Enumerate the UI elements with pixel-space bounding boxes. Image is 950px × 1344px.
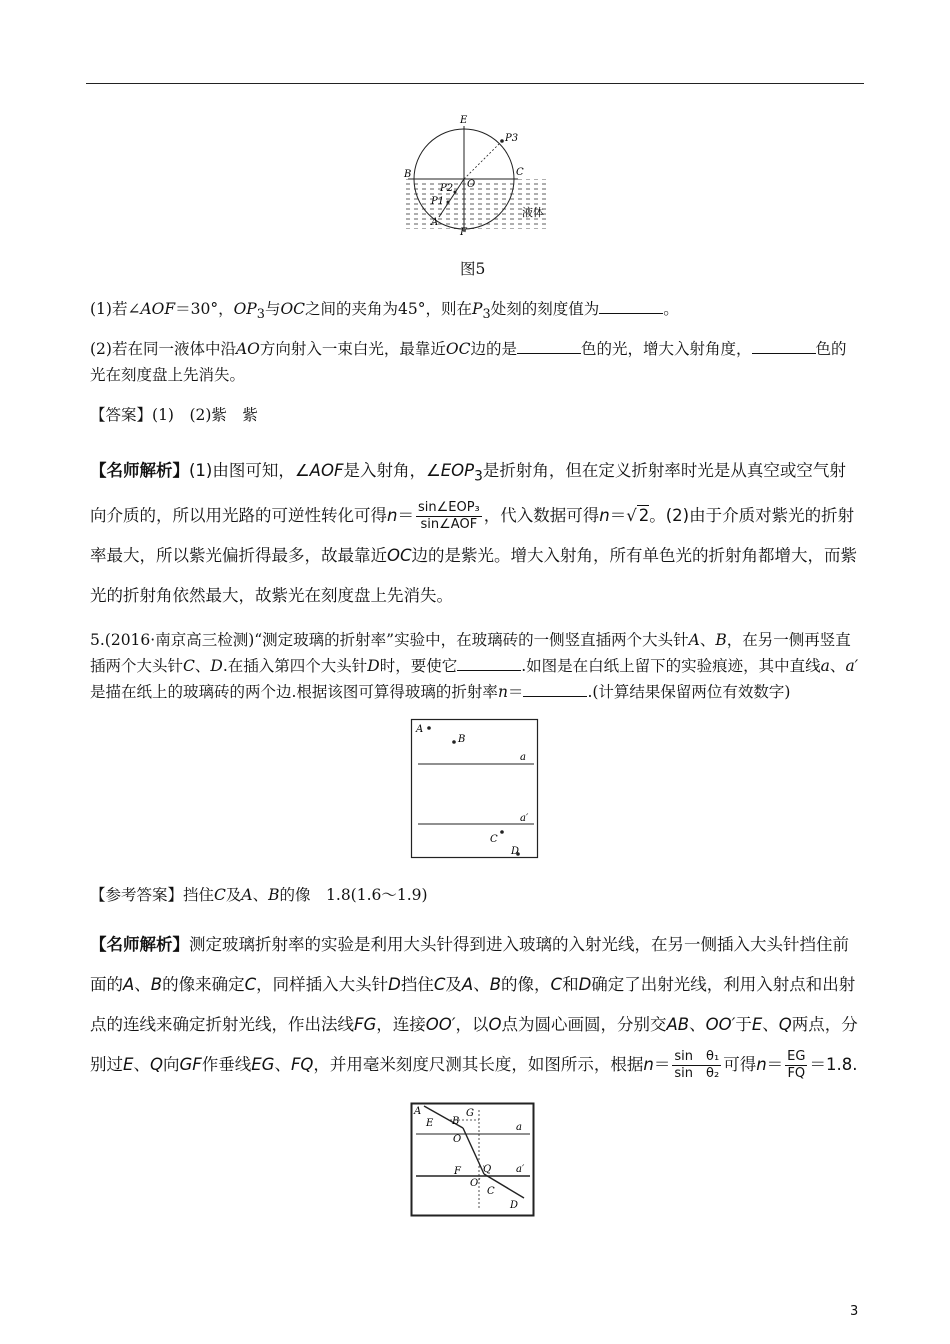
label-E: E (426, 1118, 434, 1129)
label-O: O (453, 1134, 462, 1145)
answer-blank (599, 299, 663, 314)
fraction: $\frac{\text{sin∠EOP₃}}{\text{sin∠AOF}}$ (417, 500, 480, 533)
label-a-prime: a′ (516, 1164, 525, 1175)
question-5: 5.(2016·南京高三检测)“测定玻璃的折射率”实验中，在玻璃砖的一侧竖直插两个大头针A、B，在另一侧再竖直插两个大头针C、D.在插入第四个大头针D时，要使它 .如图是在白纸上留下的实验痕迹，其中直线a、a′是描在纸上的玻璃砖的两个边.根据该图可算得玻璃的折射率n＝ .(计算结果保留两位有效数字) (90, 631, 859, 701)
figure-5 (398, 112, 558, 237)
ray-refracted (463, 1128, 484, 1174)
label-D: D (511, 846, 520, 857)
label-a-prime: a′ (520, 813, 529, 824)
label-B: B (452, 1116, 460, 1127)
label-a: a (516, 1122, 522, 1133)
figure-construction (410, 1102, 536, 1218)
fraction: $\frac{EG}{FQ}$ (787, 1049, 806, 1081)
answer-1: 【答案】(1) (2)紫 紫 (90, 406, 258, 424)
label-O: O (467, 179, 476, 190)
label-B: B (458, 734, 466, 745)
explanation-1: 【名师解析】(1)由图可知，∠AOF是入射角，$\angle EOP_3$是折射角，但在定义折射率时光是从真空或空气射向介质的，所以用光路的可逆性转化可得n＝ $\frac{\text{sin∠EOP₃}}{\text{sin∠AOF}}$ ，代入数据可得n＝√ 2。(2)由于介质对紫光的折射率最大，所以紫光偏折得最多，故最靠近OC边的是紫光。增大入射角，所有单色光的折射角都增大，而紫光的折射角依然最大，故紫光在刻度盘上先消失。 (90, 461, 858, 606)
answer-5: 【参考答案】挡住C及A、B的像 1.8(1.6～1.9) (90, 886, 428, 904)
answer-blank (523, 682, 587, 697)
label-liquid: 液体 (522, 206, 544, 219)
label-B: B (404, 169, 412, 180)
label-C: C (487, 1186, 495, 1197)
label-C: C (490, 834, 498, 845)
fraction: $\frac{\text{sin θ₁}}{\text{sin θ₂}}$ (674, 1049, 720, 1081)
label-P3: P3 (505, 133, 519, 144)
label-a: a (520, 752, 526, 763)
explanation-5: 【名师解析】测定玻璃折射率的实验是利用大头针得到进入玻璃的入射光线，在另一侧插入大头针挡住前面的A、B的像来确定C，同样插入大头针D挡住C及A、B的像，C和D确定了出射光线，利用入射点和出射点的连线来确定折射光线，作出法线FG，连接OO′，以O点为圆心画圆，分别交AB、OO′于E、Q两点，分别过E、Q向GF作垂线EG、FQ，并用毫米刻度尺测其长度，如图所示，根据n＝ $\frac{\text{sin θ₁}}{\text{sin θ₂}}$ 可得n＝ $\frac{EG}{FQ}$ ＝1.8. (90, 935, 858, 1081)
label-Q: Q (483, 1164, 492, 1175)
figure-glass-traces (410, 718, 540, 860)
header-rule (86, 83, 864, 84)
label-A: A (431, 217, 439, 228)
figure-5-caption: 图5 (460, 260, 486, 278)
label-F: F (460, 227, 467, 237)
label-G: G (466, 1108, 474, 1119)
label-A: A (416, 724, 424, 735)
label-O-prime: O′ (470, 1178, 481, 1189)
ray-op3 (464, 143, 500, 179)
question-1: (1)若∠AOF＝30°，$OP_3$与OC之间的夹角为45°，则在$P_3$处刻的刻度值为 。 (90, 300, 679, 323)
label-D: D (510, 1200, 519, 1211)
answer-blank (517, 339, 581, 354)
label-F: F (454, 1166, 461, 1177)
label-A: A (414, 1106, 422, 1117)
label-E: E (460, 115, 468, 126)
question-2: (2)若在同一液体中沿AO方向射入一束白光，最靠近OC边的是 色的光，增大入射角度， 色的光在刻度盘上先消失。 (90, 340, 847, 384)
page-number: 3 (850, 1304, 859, 1319)
answer-blank (752, 339, 816, 354)
label-C: C (516, 167, 524, 178)
liquid-region (404, 179, 550, 229)
label-P1: P1 (431, 196, 445, 207)
answer-blank (457, 656, 521, 671)
label-P2: P2 (440, 183, 454, 194)
